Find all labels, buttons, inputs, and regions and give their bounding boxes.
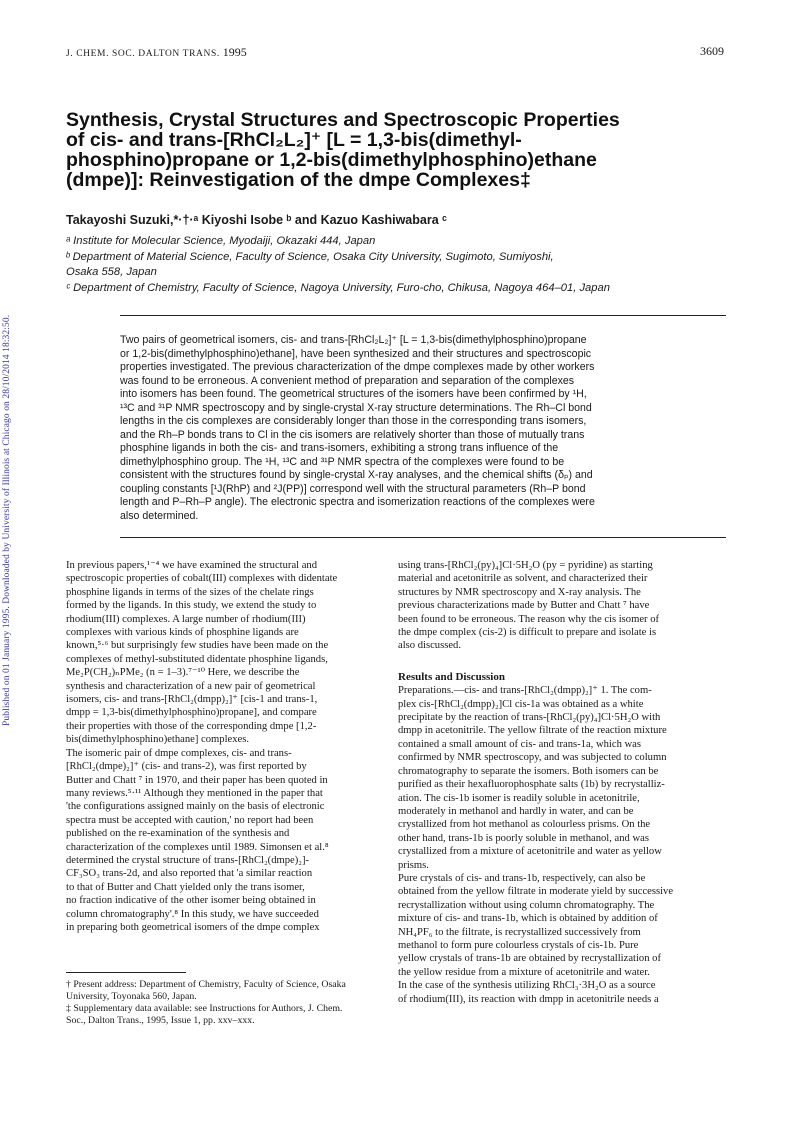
body-line: synthesis and characterization of a new pair of geometrical — [66, 680, 316, 692]
body-line: complexes of methyl-substituted didentate phosphine ligands, — [66, 653, 328, 665]
author-list: Takayoshi Suzuki,*·†·ᵃ Kiyoshi Isobe ᵇ and Kazuo Kashiwabara ᶜ — [66, 213, 447, 227]
body-line: structures by NMR spectroscopy and X-ray analysis. The — [398, 586, 641, 598]
body-line: material and acetonitrile as solvent, and characterized their — [398, 573, 648, 585]
body-line: CF₃SO₃ trans-2d, and also reported that 'a similar reaction — [66, 868, 313, 880]
abstract-top-rule — [120, 315, 726, 316]
body-line: isomers, cis- and trans-[RhCl₂(dmpp)₂]⁺ [cis-1 and trans-1, — [66, 694, 318, 706]
footnotes — [66, 979, 396, 1027]
footnote-line: University, Toyonaka 560, Japan. — [66, 991, 197, 1002]
abstract-line: ¹³C and ³¹P NMR spectroscopy and by single-crystal X-ray structure determinations. The Rh–Cl bond — [120, 401, 592, 414]
footnote-rule — [66, 972, 186, 973]
body-line: complexes with various kinds of phosphine ligands are — [66, 627, 299, 639]
affiliation: ᵃ Institute for Molecular Science, Myodaiji, Okazaki 444, Japan — [66, 235, 376, 247]
download-watermark: Published on 01 January 1995. Downloaded by University of Illinois at Chicago on 28/10/2014 18:32:50. — [2, 314, 12, 726]
body-line: column chromatography'.⁸ In this study, we have succeeded — [66, 908, 319, 920]
abstract-line: was found to be erroneous. A convenient method of preparation and separation of the complexes — [120, 374, 575, 387]
body-line: also discussed. — [398, 640, 461, 652]
body-line: ation. The cis-1b isomer is readily soluble in acetonitrile, — [398, 792, 640, 804]
body-line: phosphine ligands in terms of the sizes of the chelate rings — [66, 586, 314, 598]
body-line: methanol to form pure colourless crystals of cis-1b. Pure — [398, 939, 639, 951]
body-line: [RhCl₂(dmpe)₂]⁺ (cis- and trans-2), was first reported by — [66, 761, 307, 773]
body-line: known,⁵·⁶ but surprisingly few studies have been made on the — [66, 640, 329, 652]
body-line: In the case of the synthesis utilizing RhCl₃·3H₂O as a source — [398, 980, 656, 992]
body-line: determined the crystal structure of trans-[RhCl₂(dmpe)₂]- — [66, 854, 310, 866]
body-line: dmpp = 1,3-bis(dimethylphosphino)propane], and compare — [66, 707, 317, 719]
abstract-line: phosphine ligands in both the cis- and trans-isomers, exhibiting a strong trans influence of the — [120, 442, 559, 454]
abstract-line: into isomers has been found. The geometrical structures of the isomers have been confirmed by ¹H, — [120, 388, 587, 400]
body-line: their properties with those of the corresponding dmpe [1,2- — [66, 720, 317, 732]
body-line: dmpp in acetonitrile. The yellow filtrate of the reaction mixture — [398, 725, 667, 737]
title-line: (dmpe)]: Reinvestigation of the dmpe Complexes‡ — [66, 169, 531, 191]
section-heading: Results and Discussion — [398, 670, 505, 683]
body-line: mixture of cis- and trans-1b, which is obtained by addition of — [398, 913, 658, 925]
body-line: purified as their hexafluorophosphate salts (1b) by recrystalliz- — [398, 779, 665, 791]
body-line: yellow crystals of trans-1b are obtained by recrystallization of — [398, 953, 661, 965]
abstract-line: Two pairs of geometrical isomers, cis- and trans-[RhCl₂L₂]⁺ [L = 1,3-bis(dimethylphosphino)propane — [120, 334, 587, 346]
body-line: chromatography to separate the isomers. Both isomers can be — [398, 765, 659, 777]
body-line: spectroscopic properties of cobalt(III) complexes with didentate — [66, 573, 338, 585]
abstract-line: and the Rh–P bonds trans to Cl in the cis isomers are relatively shorter than those of mutually trans — [120, 428, 585, 441]
right-column — [398, 559, 728, 1006]
body-line: to that of Butter and Chatt yielded only the trans isomer, — [66, 881, 305, 893]
body-line: bis(dimethylphosphino)ethane] complexes. — [66, 734, 249, 746]
body-line: rhodium(III) complexes. A large number of rhodium(III) — [66, 613, 306, 625]
body-line: other hand, trans-1b is poorly soluble in methanol, and was — [398, 832, 649, 844]
running-header — [66, 45, 247, 60]
body-line: Preparations.—cis- and trans-[RhCl₂(dmpp)₂]⁺ 1. The com- — [398, 685, 652, 697]
left-column — [66, 559, 396, 934]
body-line: recrystallization without using column chromatography. The — [398, 899, 655, 911]
abstract-line: lengths in the cis complexes are considerably longer than those in the corresponding trans isomers, — [120, 415, 587, 427]
body-line: Pure crystals of cis- and trans-1b, respectively, can also be — [398, 872, 646, 884]
body-line: 'the configurations assigned mainly on the basis of electronic — [66, 801, 325, 813]
body-line: using trans-[RhCl₂(py)₄]Cl·5H₂O (py = pyridine) as starting — [398, 560, 653, 571]
body-line: the yellow residue from a mixture of acetonitrile and water. — [398, 966, 650, 978]
abstract-line: consistent with the structures found by single-crystal X-ray analyses, and the chemical shifts (δₚ) and — [120, 469, 593, 481]
body-line: NH₄PF₆ to the filtrate, is recrystallized successively from — [398, 926, 641, 938]
body-line: plex cis-[RhCl₂(dmpp)₂]Cl cis-1a was obtained as a white — [398, 698, 644, 710]
body-line: of rhodium(III), its reaction with dmpp in acetonitrile needs a — [398, 993, 659, 1005]
journal-name: J. CHEM. SOC. DALTON TRANS. — [66, 49, 220, 59]
footnote-line: Soc., Dalton Trans., 1995, Issue 1, pp. xxv–xxx. — [66, 1015, 255, 1026]
page-number: 3609 — [700, 44, 724, 58]
body-line: spectra must be accepted with caution,' no report had been — [66, 814, 314, 826]
journal-year: 1995 — [222, 45, 247, 59]
abstract — [120, 334, 726, 523]
footnote-line: ‡ Supplementary data available: see Instructions for Authors, J. Chem. — [66, 1003, 343, 1014]
title-line: of cis- and trans-[RhCl₂L₂]⁺ [L = 1,3-bis(dimethyl- — [66, 129, 522, 151]
article-title — [66, 110, 746, 190]
body-line: contained a small amount of cis- and trans-1a, which was — [398, 738, 641, 750]
body-line: moderately in methanol and hardly in water, and can be — [398, 805, 634, 817]
title-line: Synthesis, Crystal Structures and Spectroscopic Properties — [66, 109, 620, 131]
body-line: crystallized from a mixture of acetonitrile and water as yellow — [398, 846, 662, 858]
body-line: many reviews.⁵·¹¹ Although they mentioned in the paper that — [66, 787, 323, 799]
abstract-line: also determined. — [120, 509, 199, 522]
body-line: been found to be erroneous. The reason why the cis isomer of — [398, 613, 660, 625]
abstract-line: or 1,2-bis(dimethylphosphino)ethane], have been synthesized and their structures and spectroscopic — [120, 347, 592, 360]
affiliation: Osaka 558, Japan — [66, 266, 157, 278]
body-line: the dmpe complex (cis-2) is difficult to prepare and isolate is — [398, 627, 657, 639]
affiliation: ᵇ Department of Material Science, Faculty of Science, Osaka City University, Sugimoto, Sumiyoshi, — [66, 251, 554, 263]
footnote-line: † Present address: Department of Chemistry, Faculty of Science, Osaka — [66, 979, 346, 990]
abstract-bottom-rule — [120, 537, 726, 538]
body-line: published on the re-examination of the synthesis and — [66, 828, 290, 840]
body-line: characterization of the complexes until 1989. Simonsen et al.⁸ — [66, 841, 329, 853]
abstract-line: coupling constants [¹J(RhP) and ²J(PP)] correspond well with the structural parameters (Rh–P bond — [120, 482, 586, 495]
body-line: The isomeric pair of dmpe complexes, cis- and trans- — [66, 747, 292, 759]
body-line: crystallized from hot methanol as colourless prisms. On the — [398, 819, 651, 831]
affiliation: ᶜ Department of Chemistry, Faculty of Science, Nagoya University, Furo-cho, Chikusa, Nagoya 464–01, Japan — [66, 282, 610, 294]
body-line: Me₂P(CH₂)ₙPMe₂ (n = 1–3).⁷⁻¹⁰ Here, we describe the — [66, 667, 300, 679]
body-line: no fraction indicative of the other isomer being obtained in — [66, 895, 316, 907]
body-line: precipitate by the reaction of trans-[RhCl₂(py)₄]Cl·5H₂O with — [398, 712, 661, 724]
body-line: previous characterizations made by Butter and Chatt ⁷ have — [398, 600, 650, 612]
body-line: prisms. — [398, 859, 429, 871]
abstract-line: properties investigated. The previous characterization of the dmpe complexes made by other workers — [120, 361, 595, 373]
body-line: obtained from the yellow filtrate in moderate yield by successive — [398, 886, 674, 898]
abstract-line: dimethylphosphino group. The ¹H, ¹³C and ³¹P NMR spectra of the complexes were found to be — [120, 455, 565, 468]
body-line: formed by the ligands. In this study, we extend the study to — [66, 600, 317, 612]
body-line: confirmed by NMR spectroscopy, and was subjected to column — [398, 752, 667, 764]
body-line: in preparing both geometrical isomers of the dmpe complex — [66, 921, 320, 933]
body-line: In previous papers,¹⁻⁴ we have examined the structural and — [66, 560, 318, 571]
abstract-line: length and P–Rh–P angle). The electronic spectra and isomerization reactions of the complexes were — [120, 496, 595, 508]
body-line: Butter and Chatt ⁷ in 1970, and their paper has been quoted in — [66, 774, 328, 786]
title-line: phosphino)propane or 1,2-bis(dimethylphosphino)ethane — [66, 149, 597, 171]
